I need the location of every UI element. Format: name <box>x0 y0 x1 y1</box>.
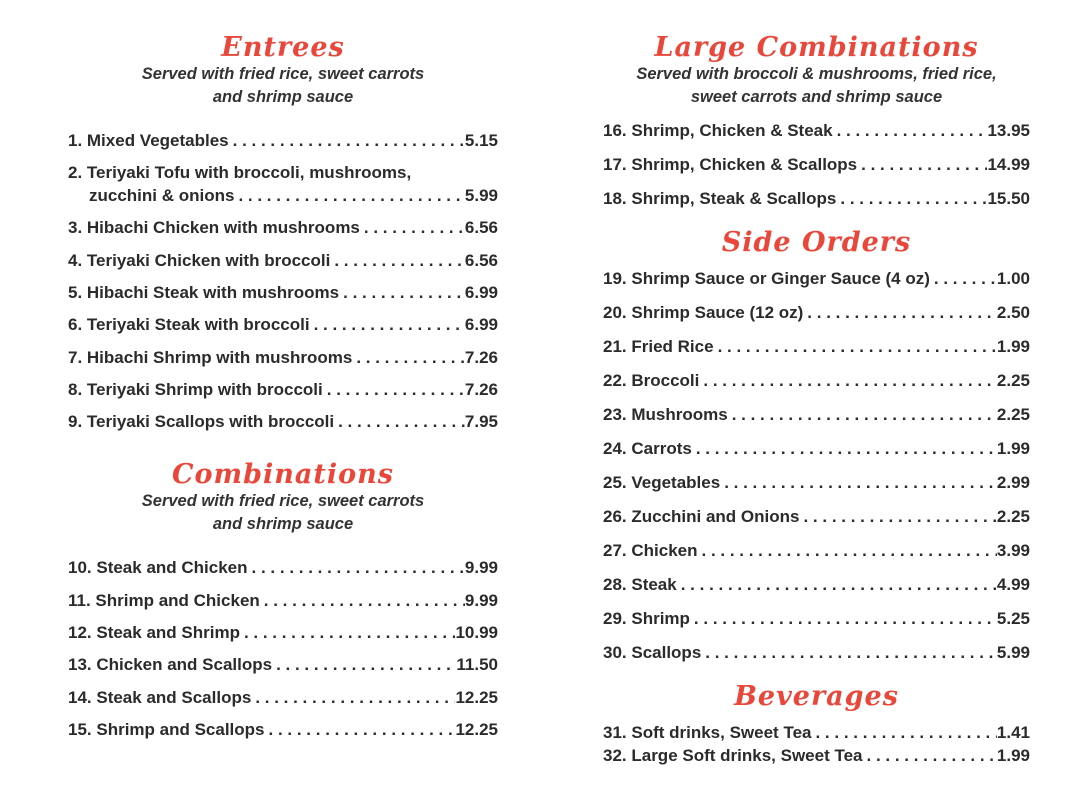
item-name: 6. Teriyaki Steak with broccoli <box>68 315 310 334</box>
menu-item <box>603 540 1030 562</box>
item-name: 18. Shrimp, Steak & Scallops <box>603 189 837 208</box>
menu-item <box>603 120 1030 142</box>
item-name: 24. Carrots <box>603 439 692 458</box>
large-combinations-subtitle-line2: sweet carrots and shrimp sauce <box>690 88 943 106</box>
menu-item <box>68 622 498 644</box>
item-name: 22. Broccoli <box>603 371 700 390</box>
item-price: 6.99 <box>464 315 498 334</box>
item-price: 6.56 <box>464 251 498 270</box>
menu-item <box>603 745 1030 767</box>
item-name: 23. Mushrooms <box>603 405 728 424</box>
item-price: 7.26 <box>464 380 498 399</box>
item-name: 13. Chicken and Scallops <box>68 655 273 674</box>
item-name: 16. Shrimp, Chicken & Steak <box>603 121 833 140</box>
item-price: 2.25 <box>996 507 1030 526</box>
menu-item <box>68 379 498 401</box>
item-name-line1: 2. Teriyaki Tofu with broccoli, mushrooms, <box>68 163 412 182</box>
item-price: 5.25 <box>996 609 1030 628</box>
leader-dots <box>360 217 465 239</box>
menu-item <box>603 370 1030 392</box>
leader-dots <box>310 314 465 336</box>
item-name: 25. Vegetables <box>603 473 721 492</box>
menu-item <box>68 130 498 152</box>
leader-dots <box>811 722 996 744</box>
item-name: 31. Soft drinks, Sweet Tea <box>603 723 812 742</box>
item-name: zucchini & onions <box>89 186 235 205</box>
menu-item <box>68 282 498 304</box>
item-name: 11. Shrimp and Chicken <box>68 591 260 610</box>
menu-item <box>68 314 498 336</box>
side-orders-heading: Side Orders <box>721 227 912 258</box>
item-price: 1.41 <box>996 723 1030 742</box>
leader-dots <box>701 642 997 664</box>
menu-item <box>603 608 1030 630</box>
item-name: 19. Shrimp Sauce or Ginger Sauce (4 oz) <box>603 269 930 288</box>
item-price: 1.99 <box>996 746 1030 765</box>
item-price: 13.95 <box>987 121 1030 140</box>
large-combinations-section <box>603 33 1030 109</box>
leader-dots <box>677 574 997 596</box>
item-name: 26. Zucchini and Onions <box>603 507 800 526</box>
leader-dots <box>799 506 996 528</box>
menu-item <box>603 438 1030 460</box>
item-price: 12.25 <box>455 688 498 707</box>
item-price: 5.15 <box>464 131 498 150</box>
menu-item <box>603 404 1030 426</box>
leader-dots <box>714 336 997 358</box>
item-name: 14. Steak and Scallops <box>68 688 252 707</box>
item-price: 1.99 <box>996 439 1030 458</box>
item-price: 2.99 <box>996 473 1030 492</box>
item-price: 10.99 <box>455 623 498 642</box>
leader-dots <box>323 379 465 401</box>
item-name: 10. Steak and Chicken <box>68 558 248 577</box>
item-name: 29. Shrimp <box>603 609 690 628</box>
menu-item <box>68 687 498 709</box>
entrees-subtitle-line1: Served with fried rice, sweet carrots <box>141 65 425 83</box>
combinations-subtitle-line2: and shrimp sauce <box>212 515 354 533</box>
item-price: 7.26 <box>464 348 498 367</box>
menu-item <box>603 188 1030 210</box>
item-name: 17. Shrimp, Chicken & Scallops <box>603 155 858 174</box>
item-price: 6.56 <box>464 218 498 237</box>
leader-dots <box>692 438 997 460</box>
side-orders-section <box>603 228 1030 258</box>
item-name: 8. Teriyaki Shrimp with broccoli <box>68 380 323 399</box>
menu-item <box>68 347 498 369</box>
item-price: 5.99 <box>464 186 498 205</box>
leader-dots <box>690 608 997 630</box>
beverages-section <box>603 682 1030 712</box>
leader-dots <box>334 411 465 433</box>
leader-dots <box>352 347 465 369</box>
leader-dots <box>240 622 456 644</box>
item-name: 32. Large Soft drinks, Sweet Tea <box>603 746 863 765</box>
menu-item <box>603 336 1030 358</box>
leader-dots <box>930 268 997 290</box>
leader-dots <box>833 120 988 142</box>
menu-item <box>603 268 1030 290</box>
leader-dots <box>248 557 465 579</box>
item-price: 9.99 <box>464 591 498 610</box>
menu-item <box>603 506 1030 528</box>
item-name: 3. Hibachi Chicken with mushrooms <box>68 218 360 237</box>
item-name: 7. Hibachi Shrimp with mushrooms <box>68 348 353 367</box>
leader-dots <box>229 130 465 152</box>
item-name: 4. Teriyaki Chicken with broccoli <box>68 251 331 270</box>
menu-item <box>68 654 498 676</box>
menu-item <box>89 185 498 207</box>
item-name: 20. Shrimp Sauce (12 oz) <box>603 303 804 322</box>
item-name: 28. Steak <box>603 575 677 594</box>
item-name: 9. Teriyaki Scallops with broccoli <box>68 412 335 431</box>
menu-item <box>68 411 498 433</box>
leader-dots <box>339 282 465 304</box>
item-name: 12. Steak and Shrimp <box>68 623 240 642</box>
menu-item <box>68 250 498 272</box>
item-price: 1.99 <box>996 337 1030 356</box>
item-price: 14.99 <box>987 155 1030 174</box>
combinations-section <box>68 460 498 536</box>
item-price: 11.50 <box>456 655 498 674</box>
large-combinations-subtitle-line1: Served with broccoli & mushrooms, fried rice, <box>636 65 997 83</box>
item-name: 5. Hibachi Steak with mushrooms <box>68 283 340 302</box>
entrees-section <box>68 33 498 109</box>
menu-item <box>68 557 498 579</box>
item-price: 2.25 <box>996 405 1030 424</box>
item-price: 12.25 <box>455 720 498 739</box>
item-price: 1.00 <box>996 269 1030 288</box>
leader-dots <box>863 745 997 767</box>
menu-item-line1 <box>68 162 498 184</box>
item-price: 2.25 <box>996 371 1030 390</box>
menu-item <box>603 302 1030 324</box>
entrees-heading: Entrees <box>221 32 345 63</box>
menu-item <box>603 574 1030 596</box>
item-name: 30. Scallops <box>603 643 702 662</box>
item-price: 6.99 <box>464 283 498 302</box>
item-price: 5.99 <box>996 643 1030 662</box>
menu-item <box>68 217 498 239</box>
large-combinations-heading: Large Combinations <box>654 32 979 63</box>
leader-dots <box>260 590 465 612</box>
item-price: 2.50 <box>996 303 1030 322</box>
menu-item <box>603 154 1030 176</box>
item-price: 15.50 <box>987 189 1030 208</box>
menu-item <box>603 642 1030 664</box>
menu-item <box>603 472 1030 494</box>
beverages-heading: Beverages <box>734 681 899 712</box>
leader-dots <box>836 188 987 210</box>
item-name: 1. Mixed Vegetables <box>68 131 229 150</box>
item-price: 9.99 <box>464 558 498 577</box>
item-price: 7.95 <box>464 412 498 431</box>
combinations-heading: Combinations <box>172 459 394 490</box>
menu-item <box>603 722 1030 744</box>
leader-dots <box>234 185 464 207</box>
leader-dots <box>251 687 455 709</box>
menu-item <box>68 590 498 612</box>
item-name: 27. Chicken <box>603 541 698 560</box>
entrees-subtitle-line2: and shrimp sauce <box>212 88 354 106</box>
combinations-subtitle-line1: Served with fried rice, sweet carrots <box>141 492 425 510</box>
item-name: 15. Shrimp and Scallops <box>68 720 265 739</box>
item-price: 3.99 <box>996 541 1030 560</box>
leader-dots <box>803 302 997 324</box>
leader-dots <box>265 719 456 741</box>
leader-dots <box>272 654 456 676</box>
menu-item <box>68 719 498 741</box>
leader-dots <box>720 472 997 494</box>
item-price: 4.99 <box>996 575 1030 594</box>
leader-dots <box>699 370 997 392</box>
leader-dots <box>728 404 997 426</box>
leader-dots <box>330 250 465 272</box>
leader-dots <box>698 540 997 562</box>
item-name: 21. Fried Rice <box>603 337 714 356</box>
leader-dots <box>857 154 987 176</box>
